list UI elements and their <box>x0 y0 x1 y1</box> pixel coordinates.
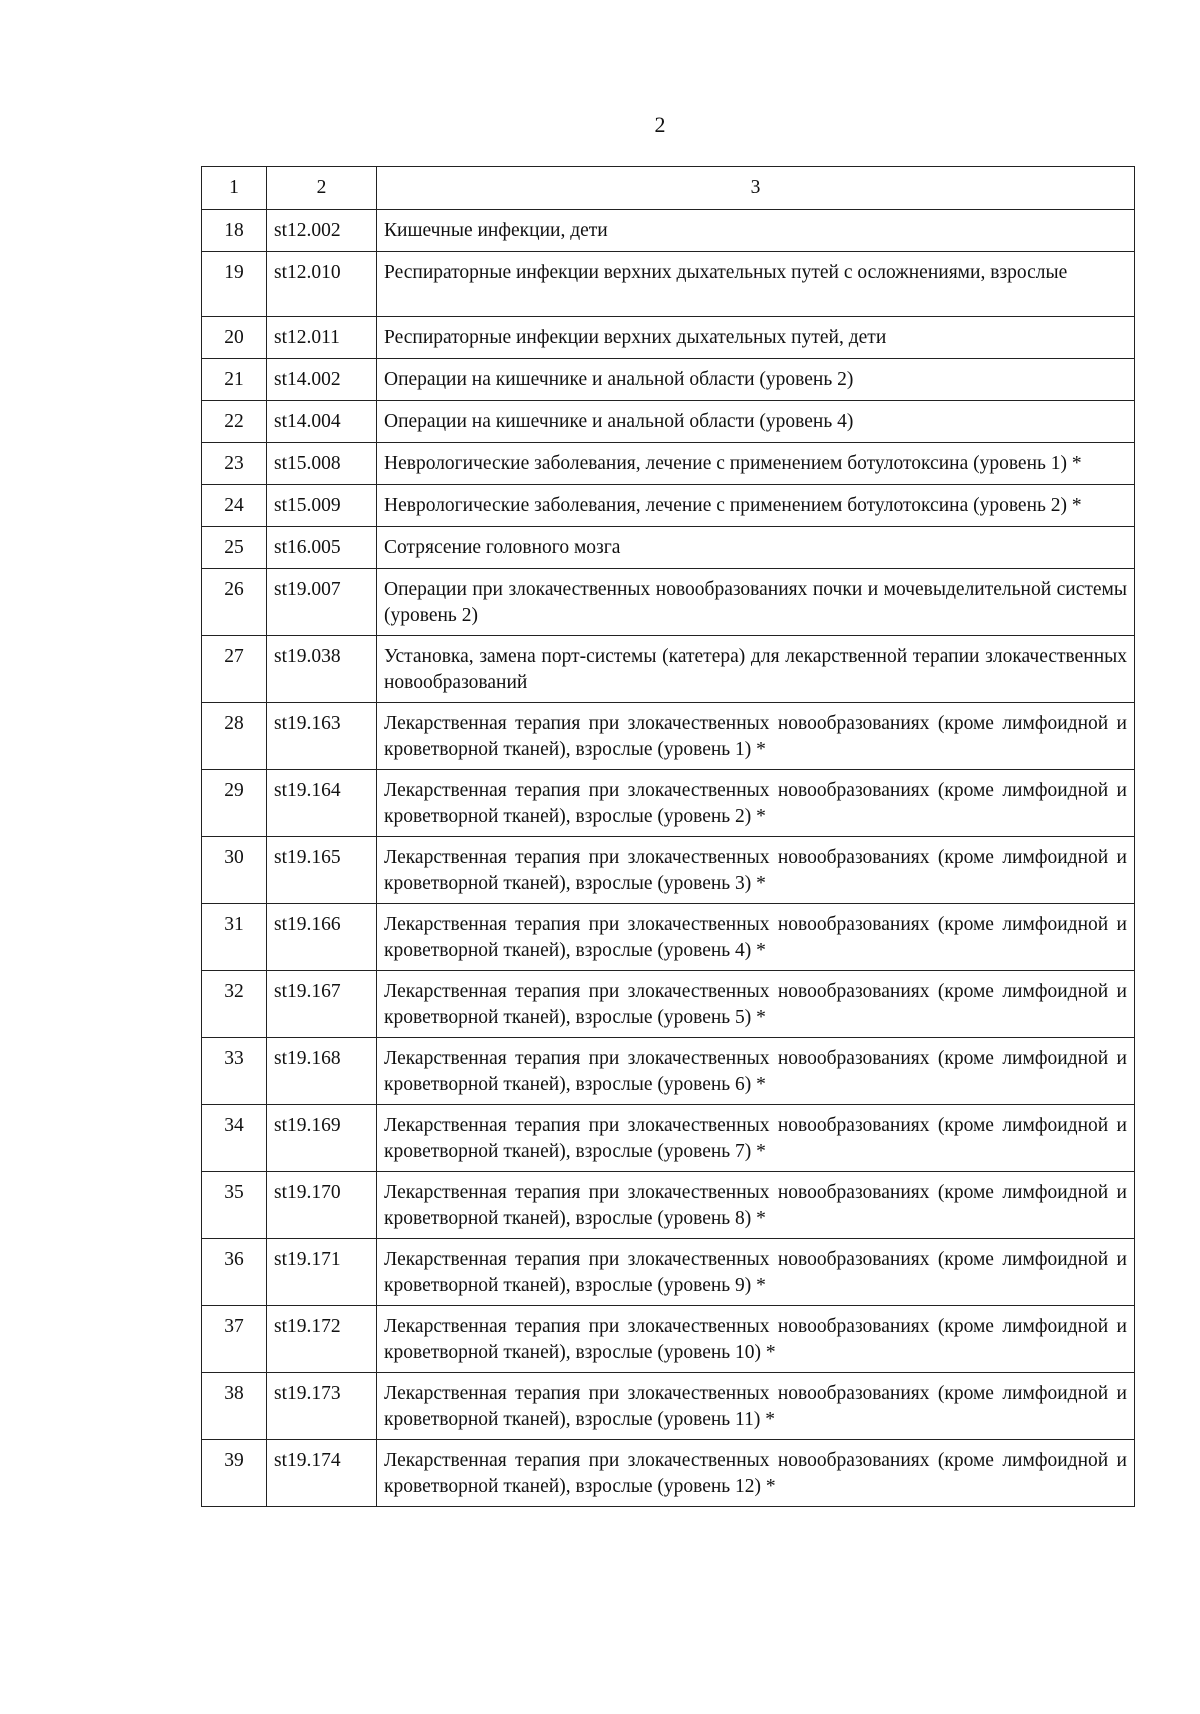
row-code-cell: st19.166 <box>267 904 377 971</box>
row-description-cell: Лекарственная терапия при злокачественных новообразованиях (кроме лимфоидной и кроветворной тканей), взрослые (уровень 9) * <box>377 1239 1135 1306</box>
table-row <box>202 210 1135 252</box>
row-description-cell: Лекарственная терапия при злокачественных новообразованиях (кроме лимфоидной и кроветворной тканей), взрослые (уровень 7) * <box>377 1105 1135 1172</box>
row-number-cell: 25 <box>202 527 267 569</box>
table-row <box>202 636 1135 703</box>
row-number-cell: 28 <box>202 703 267 770</box>
row-number-cell: 18 <box>202 210 267 252</box>
row-description-cell: Сотрясение головного мозга <box>377 527 1135 569</box>
row-number-cell: 32 <box>202 971 267 1038</box>
row-description-cell: Лекарственная терапия при злокачественных новообразованиях (кроме лимфоидной и кроветворной тканей), взрослые (уровень 4) * <box>377 904 1135 971</box>
table-row <box>202 1172 1135 1239</box>
row-number-cell: 22 <box>202 401 267 443</box>
row-code-cell: st14.004 <box>267 401 377 443</box>
table-row <box>202 252 1135 317</box>
row-description-cell: Операции при злокачественных новообразованиях почки и мочевыделительной системы (уровень 2) <box>377 569 1135 636</box>
row-code-cell: st19.169 <box>267 1105 377 1172</box>
row-number-cell: 23 <box>202 443 267 485</box>
row-description-cell: Лекарственная терапия при злокачественных новообразованиях (кроме лимфоидной и кроветворной тканей), взрослые (уровень 5) * <box>377 971 1135 1038</box>
row-code-cell: st19.164 <box>267 770 377 837</box>
column-header-1: 1 <box>202 167 267 210</box>
table-row <box>202 527 1135 569</box>
row-number-cell: 30 <box>202 837 267 904</box>
row-code-cell: st19.174 <box>267 1440 377 1507</box>
row-code-cell: st19.170 <box>267 1172 377 1239</box>
row-description-cell: Лекарственная терапия при злокачественных новообразованиях (кроме лимфоидной и кроветворной тканей), взрослые (уровень 12) * <box>377 1440 1135 1507</box>
row-code-cell: st19.168 <box>267 1038 377 1105</box>
row-number-cell: 35 <box>202 1172 267 1239</box>
row-number-cell: 29 <box>202 770 267 837</box>
row-description-cell: Лекарственная терапия при злокачественных новообразованиях (кроме лимфоидной и кроветворной тканей), взрослые (уровень 2) * <box>377 770 1135 837</box>
table-row <box>202 1373 1135 1440</box>
row-description-cell: Кишечные инфекции, дети <box>377 210 1135 252</box>
row-code-cell: st19.163 <box>267 703 377 770</box>
table-row <box>202 703 1135 770</box>
row-code-cell: st15.009 <box>267 485 377 527</box>
table-row <box>202 1306 1135 1373</box>
row-number-cell: 19 <box>202 252 267 317</box>
column-header-3: 3 <box>377 167 1135 210</box>
row-number-cell: 26 <box>202 569 267 636</box>
row-code-cell: st12.002 <box>267 210 377 252</box>
row-code-cell: st14.002 <box>267 359 377 401</box>
row-code-cell: st12.011 <box>267 317 377 359</box>
row-description-cell: Лекарственная терапия при злокачественных новообразованиях (кроме лимфоидной и кроветворной тканей), взрослые (уровень 8) * <box>377 1172 1135 1239</box>
table-row <box>202 317 1135 359</box>
table-row <box>202 443 1135 485</box>
table-row <box>202 401 1135 443</box>
table-row <box>202 971 1135 1038</box>
row-number-cell: 37 <box>202 1306 267 1373</box>
table-body <box>202 210 1135 1507</box>
row-code-cell: st19.171 <box>267 1239 377 1306</box>
table-row <box>202 1440 1135 1507</box>
row-code-cell: st19.167 <box>267 971 377 1038</box>
row-number-cell: 27 <box>202 636 267 703</box>
row-description-cell: Неврологические заболевания, лечение с применением ботулотоксина (уровень 1) * <box>377 443 1135 485</box>
table-row <box>202 1239 1135 1306</box>
row-description-cell: Лекарственная терапия при злокачественных новообразованиях (кроме лимфоидной и кроветворной тканей), взрослые (уровень 6) * <box>377 1038 1135 1105</box>
row-number-cell: 39 <box>202 1440 267 1507</box>
row-description-cell: Лекарственная терапия при злокачественных новообразованиях (кроме лимфоидной и кроветворной тканей), взрослые (уровень 10) * <box>377 1306 1135 1373</box>
row-description-cell: Операции на кишечнике и анальной области (уровень 2) <box>377 359 1135 401</box>
row-code-cell: st15.008 <box>267 443 377 485</box>
row-description-cell: Респираторные инфекции верхних дыхательных путей с осложнениями, взрослые <box>377 252 1135 317</box>
row-code-cell: st12.010 <box>267 252 377 317</box>
row-description-cell: Респираторные инфекции верхних дыхательных путей, дети <box>377 317 1135 359</box>
table-header-row <box>202 167 1135 210</box>
table-row <box>202 1105 1135 1172</box>
page-number: 2 <box>654 112 666 137</box>
row-code-cell: st19.165 <box>267 837 377 904</box>
table-row <box>202 485 1135 527</box>
row-number-cell: 36 <box>202 1239 267 1306</box>
table-row <box>202 770 1135 837</box>
row-number-cell: 24 <box>202 485 267 527</box>
row-number-cell: 21 <box>202 359 267 401</box>
row-number-cell: 20 <box>202 317 267 359</box>
row-number-cell: 34 <box>202 1105 267 1172</box>
row-description-cell: Лекарственная терапия при злокачественных новообразованиях (кроме лимфоидной и кроветворной тканей), взрослые (уровень 3) * <box>377 837 1135 904</box>
row-code-cell: st16.005 <box>267 527 377 569</box>
row-description-cell: Операции на кишечнике и анальной области (уровень 4) <box>377 401 1135 443</box>
row-code-cell: st19.172 <box>267 1306 377 1373</box>
table-row <box>202 1038 1135 1105</box>
table-row <box>202 359 1135 401</box>
row-description-cell: Неврологические заболевания, лечение с применением ботулотоксина (уровень 2) * <box>377 485 1135 527</box>
table-row <box>202 904 1135 971</box>
table-row <box>202 569 1135 636</box>
row-description-cell: Лекарственная терапия при злокачественных новообразованиях (кроме лимфоидной и кроветворной тканей), взрослые (уровень 1) * <box>377 703 1135 770</box>
row-code-cell: st19.007 <box>267 569 377 636</box>
row-code-cell: st19.173 <box>267 1373 377 1440</box>
row-description-cell: Лекарственная терапия при злокачественных новообразованиях (кроме лимфоидной и кроветворной тканей), взрослые (уровень 11) * <box>377 1373 1135 1440</box>
column-header-2: 2 <box>267 167 377 210</box>
row-code-cell: st19.038 <box>267 636 377 703</box>
row-description-cell: Установка, замена порт-системы (катетера) для лекарственной терапии злокачественных новообразований <box>377 636 1135 703</box>
row-number-cell: 38 <box>202 1373 267 1440</box>
row-number-cell: 31 <box>202 904 267 971</box>
document-table <box>201 166 1135 1507</box>
row-number-cell: 33 <box>202 1038 267 1105</box>
table-row <box>202 837 1135 904</box>
